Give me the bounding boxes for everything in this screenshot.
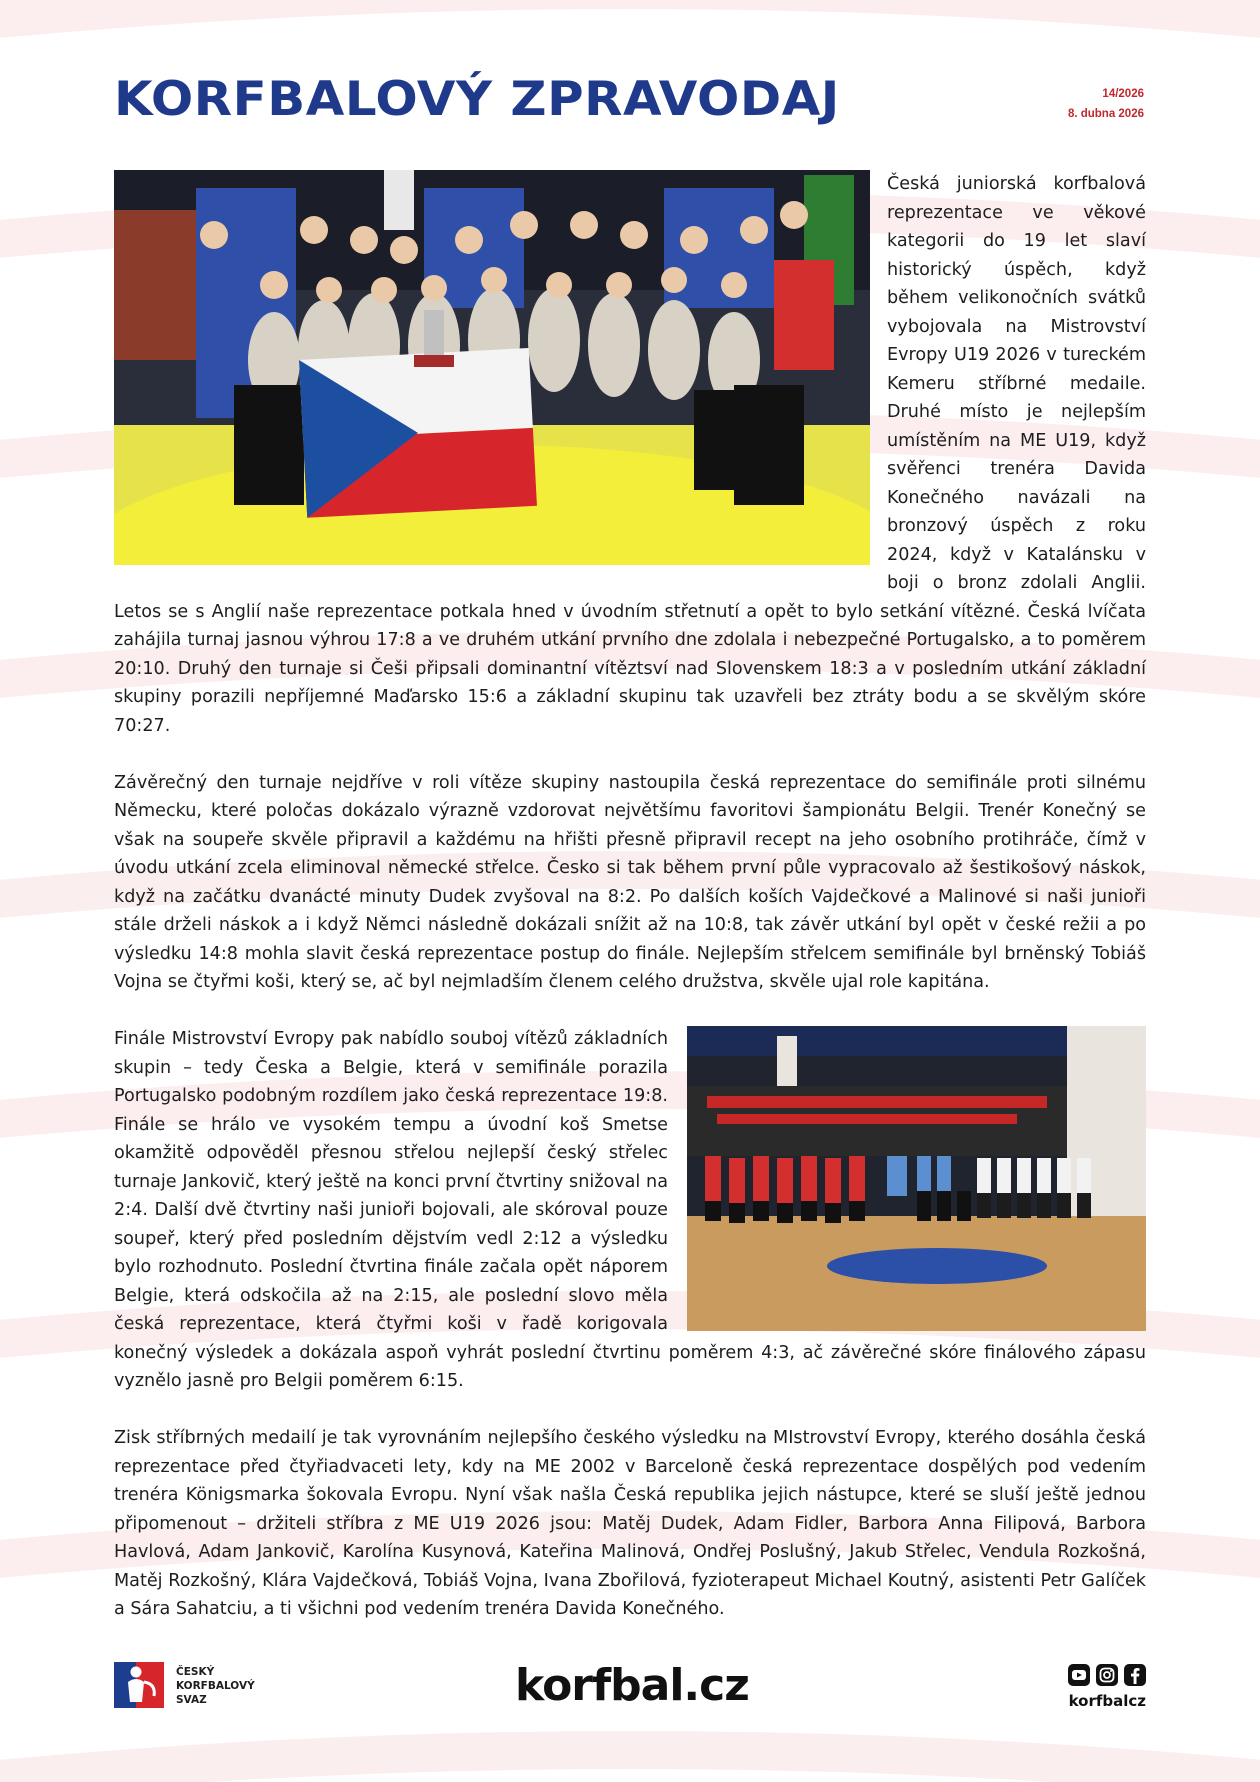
federation-logo: [114, 1662, 164, 1708]
website-link[interactable]: korfbal.cz: [515, 1660, 749, 1711]
federation-name: [176, 1665, 255, 1707]
federation-name-line-2: KORFBALOVÝ: [176, 1680, 255, 1692]
federation-name-line-3: SVAZ: [176, 1694, 207, 1706]
issue-meta: [1068, 84, 1144, 124]
article-paragraph-1: Česká juniorská korfbalová reprezentace ve věkové kategorii do 19 let slaví historický úspěch, když během velikonočních svátků vybojovala na Mistrovství Evropy U19 2026 v tureckém Kemeru stříbrné medaile. Druhé místo je nejlepším umístěním na ME U19, když svěřenci trenéra Davida Konečného navázali na bronzový úspěch z roku 2024, když v Katalánsku v boji o bronz zdolali Anglii. Letos se s Anglií naše reprezentace potkala hned v úvodním střetnutí a opět to bylo setkání vítězné. Česká lvíčata zahájila turnaj jasnou výhrou 17:8 a ve druhém utkání prvního dne zdolala i nebezpečné Portugalsko, a to poměrem 20:10. Druhý den turnaje si Češi připsali dominantní vítěztsví nad Slovenskem 18:3 a v posledním utkání základní skupiny porazili nepříjemné Maďarsko 15:6 a základní skupinu tak uzavřeli bez ztráty bodu a se skvělým skóre 70:27.: [114, 174, 1146, 736]
social-block: [1056, 1664, 1146, 1710]
instagram-icon[interactable]: [1096, 1664, 1118, 1686]
youtube-icon[interactable]: [1068, 1664, 1090, 1686]
article-paragraph-4: Zisk stříbrných medailí je tak vyrovnáním nejlepšího českého výsledku na MIstrovství Evropy, kterého dosáhla česká reprezentace před čtyřiadvaceti lety, kdy na ME 2002 v Barceloně česká reprezentace dospělých pod vedením trenéra Königsmarka šokovala Evropu. Nyní však našla Česká republika jejich nástupce, které se sluší ještě jednou připomenout – držiteli stříbra z ME U19 2026 jsou: Matěj Dudek, Adam Fidler, Barbora Anna Filipová, Barbora Havlová, Adam Jankovič, Karolína Kusynová, Kateřina Malinová, Ondřej Poslušný, Jakub Střelec, Vendula Rozkošná, Matěj Rozkošný, Klára Vajdečková, Tobiáš Vojna, Ivana Zbořilová, fyzioterapeut Michael Koutný, asistenti Petr Galíček a Sára Sahatciu, a ti všichni pod vedením trenéra Davida Konečného.: [114, 1428, 1146, 1619]
social-handle: korfbalcz: [1068, 1692, 1146, 1710]
facebook-icon[interactable]: [1124, 1664, 1146, 1686]
masthead: [114, 72, 1144, 132]
footer: [114, 1652, 1146, 1722]
article-paragraph-3: Finále Mistrovství Evropy pak nabídlo souboj vítězů základních skupin – tedy Česka a Belgie, která v semifinále porazila Portugalsko podobným rozdílem jako česká reprezentace 19:8. Finále se hrálo ve vysokém tempu a úvodní koš Smetse okamžitě odpověděl přesnou střelou nejlepší český střelec turnaje Jankovič, který ještě na konci první čtvrtiny snižoval na 2:4. Další dvě čtvrtiny naši junioři bojovali, ale skóroval pouze soupeř, který před posledním dějstvím vedl 2:12 a výsledku bylo rozhodnuto. Poslední čtvrtina finále začala opět náporem Belgie, která odskočila až na 2:15, ale poslední slovo měla česká reprezentace, která čtyřmi koši v řadě korigovala konečný výsledek a dokázala aspoň vyhrát poslední čtvrtinu poměrem 4:3, ač závěrečné skóre finálového zápasu vyznělo jasně pro Belgii poměrem 6:15.: [114, 1029, 1146, 1391]
newsletter-title: KORFBALOVÝ ZPRAVODAJ: [114, 72, 840, 127]
social-icons: [1056, 1664, 1146, 1686]
federation-name-line-1: ČESKÝ: [176, 1666, 215, 1678]
issue-date: 8. dubna 2026: [1067, 108, 1144, 120]
issue-number: 14/2026: [1102, 88, 1144, 100]
team-celebration-photo: [114, 170, 870, 565]
article-body: [114, 170, 1146, 1652]
final-lineup-photo: [687, 1026, 1146, 1331]
article-paragraph-2: Závěrečný den turnaje nejdříve v roli vítěze skupiny nastoupila česká reprezentace do semifinále proti silnému Německu, které poločas dokázalo výrazně vzdorovat největšímu favoritovi šampionátu Belgii. Trenér Konečný se však na soupeře skvěle připravil a každému na hřišti přesně připravil recept na jeho osobního protihráče, čímž v úvodu utkání zcela eliminoval německé střelce. Česko si tak během první půle vypracovalo až šestikošový náskok, když na začátku dvanácté minuty Dudek zvyšoval na 8:2. Po dalších koších Vajdečkové a Malinové si naši junioři stále drželi náskok a i když Němci následně dokázali snížit až na 10:8, tak závěr utkání byl opět v české režii a po výsledku 14:8 mohla slavit česká reprezentace postup do finále. Nejlepším střelcem semifinále byl brněnský Tobiáš Vojna se čtyřmi koši, který se, ač byl nejmladším členem celého družstva, skvěle ujal role kapitána.: [114, 772, 1146, 992]
